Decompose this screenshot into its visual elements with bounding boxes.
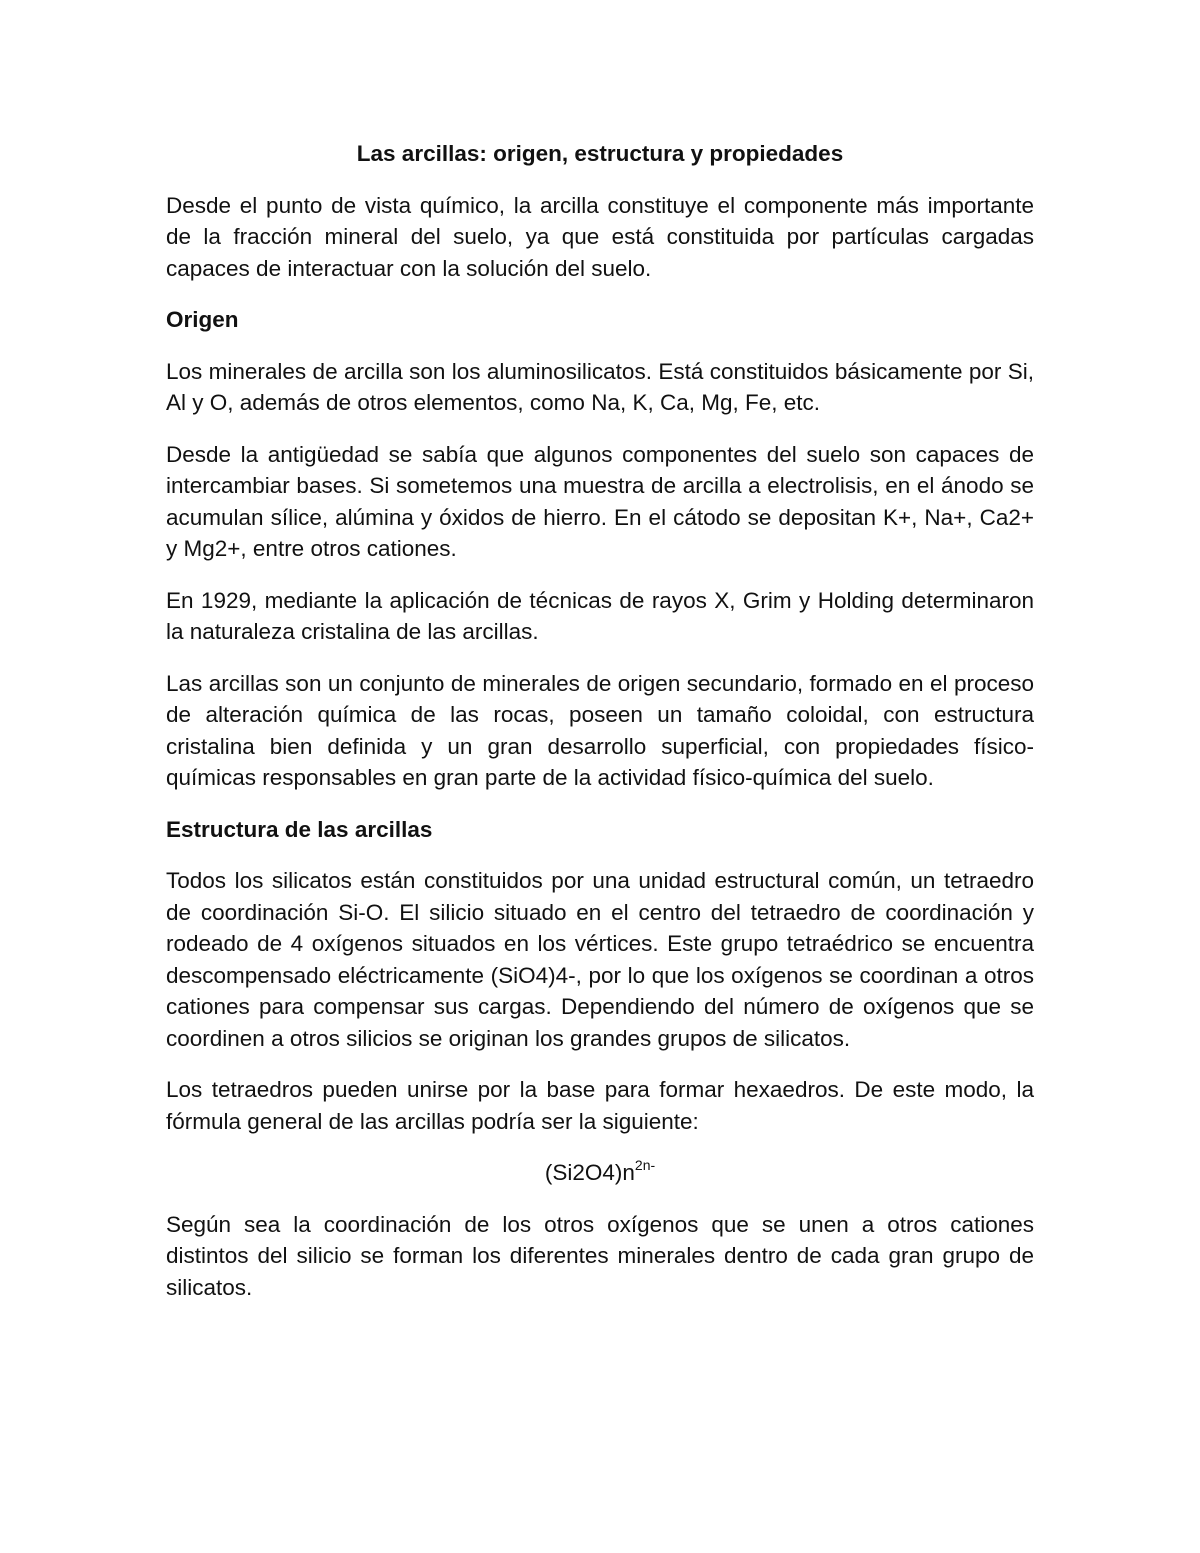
estructura-closing-paragraph: Según sea la coordinación de los otros oxígenos que se unen a otros cationes distintos del silicio se forman los diferentes minerales dentro de cada gran grupo de silicatos. xyxy=(166,1211,1034,1300)
clay-formula xyxy=(166,1157,1034,1189)
heading-origen: Origen xyxy=(166,307,239,332)
origen-paragraph-4: Las arcillas son un conjunto de minerales de origen secundario, formado en el proceso de alteración química de las rocas, poseen un tamaño coloidal, con estructura cristalina bien definida y un gran desarrollo superficial, con propiedades físico-químicas responsables en gran parte de la actividad físico-química del suelo. xyxy=(166,670,1034,790)
origen-paragraph-1: Los minerales de arcilla son los aluminosilicatos. Está constituidos básicamente por Si, Al y O, además de otros elementos, como Na, K, Ca, Mg, Fe, etc. xyxy=(166,358,1034,415)
intro-paragraph: Desde el punto de vista químico, la arcilla constituye el componente más importante de la fracción mineral del suelo, ya que está constituida por partículas cargadas capaces de interactuar con la solución del suelo. xyxy=(166,192,1034,281)
estructura-paragraph-1: Todos los silicatos están constituidos por una unidad estructural común, un tetraedro de coordinación Si-O. El silicio situado en el centro del tetraedro de coordinación y rodeado de 4 oxígenos situados en los vértices. Este grupo tetraédrico se encuentra descompensado eléctricamente (SiO4)4-, por lo que los oxígenos se coordinan a otros cationes para compensar sus cargas. Dependiendo del número de oxígenos que se coordinen a otros silicios se originan los grandes grupos de silicatos. xyxy=(166,868,1034,1051)
estructura-paragraph-2: Los tetraedros pueden unirse por la base para formar hexaedros. De este modo, la fórmula general de las arcillas podría ser la siguiente: xyxy=(166,1077,1034,1134)
origen-paragraph-2: Desde la antigüedad se sabía que algunos componentes del suelo son capaces de intercambiar bases. Si sometemos una muestra de arcilla a electrolisis, en el ánodo se acumulan sílice, alúmina y óxidos de hierro. En el cátodo se depositan K+, Na+, Ca2+ y Mg2+, entre otros cationes. xyxy=(166,441,1034,561)
formula-superscript: 2n- xyxy=(634,1157,656,1173)
formula-base: (Si2O4)n xyxy=(544,1160,635,1185)
origen-paragraph-3: En 1929, mediante la aplicación de técnicas de rayos X, Grim y Holding determinaron la naturaleza cristalina de las arcillas. xyxy=(166,587,1034,644)
document-page xyxy=(166,138,1034,1323)
heading-estructura: Estructura de las arcillas xyxy=(166,816,433,842)
document-title: Las arcillas: origen, estructura y propiedades xyxy=(356,141,844,166)
